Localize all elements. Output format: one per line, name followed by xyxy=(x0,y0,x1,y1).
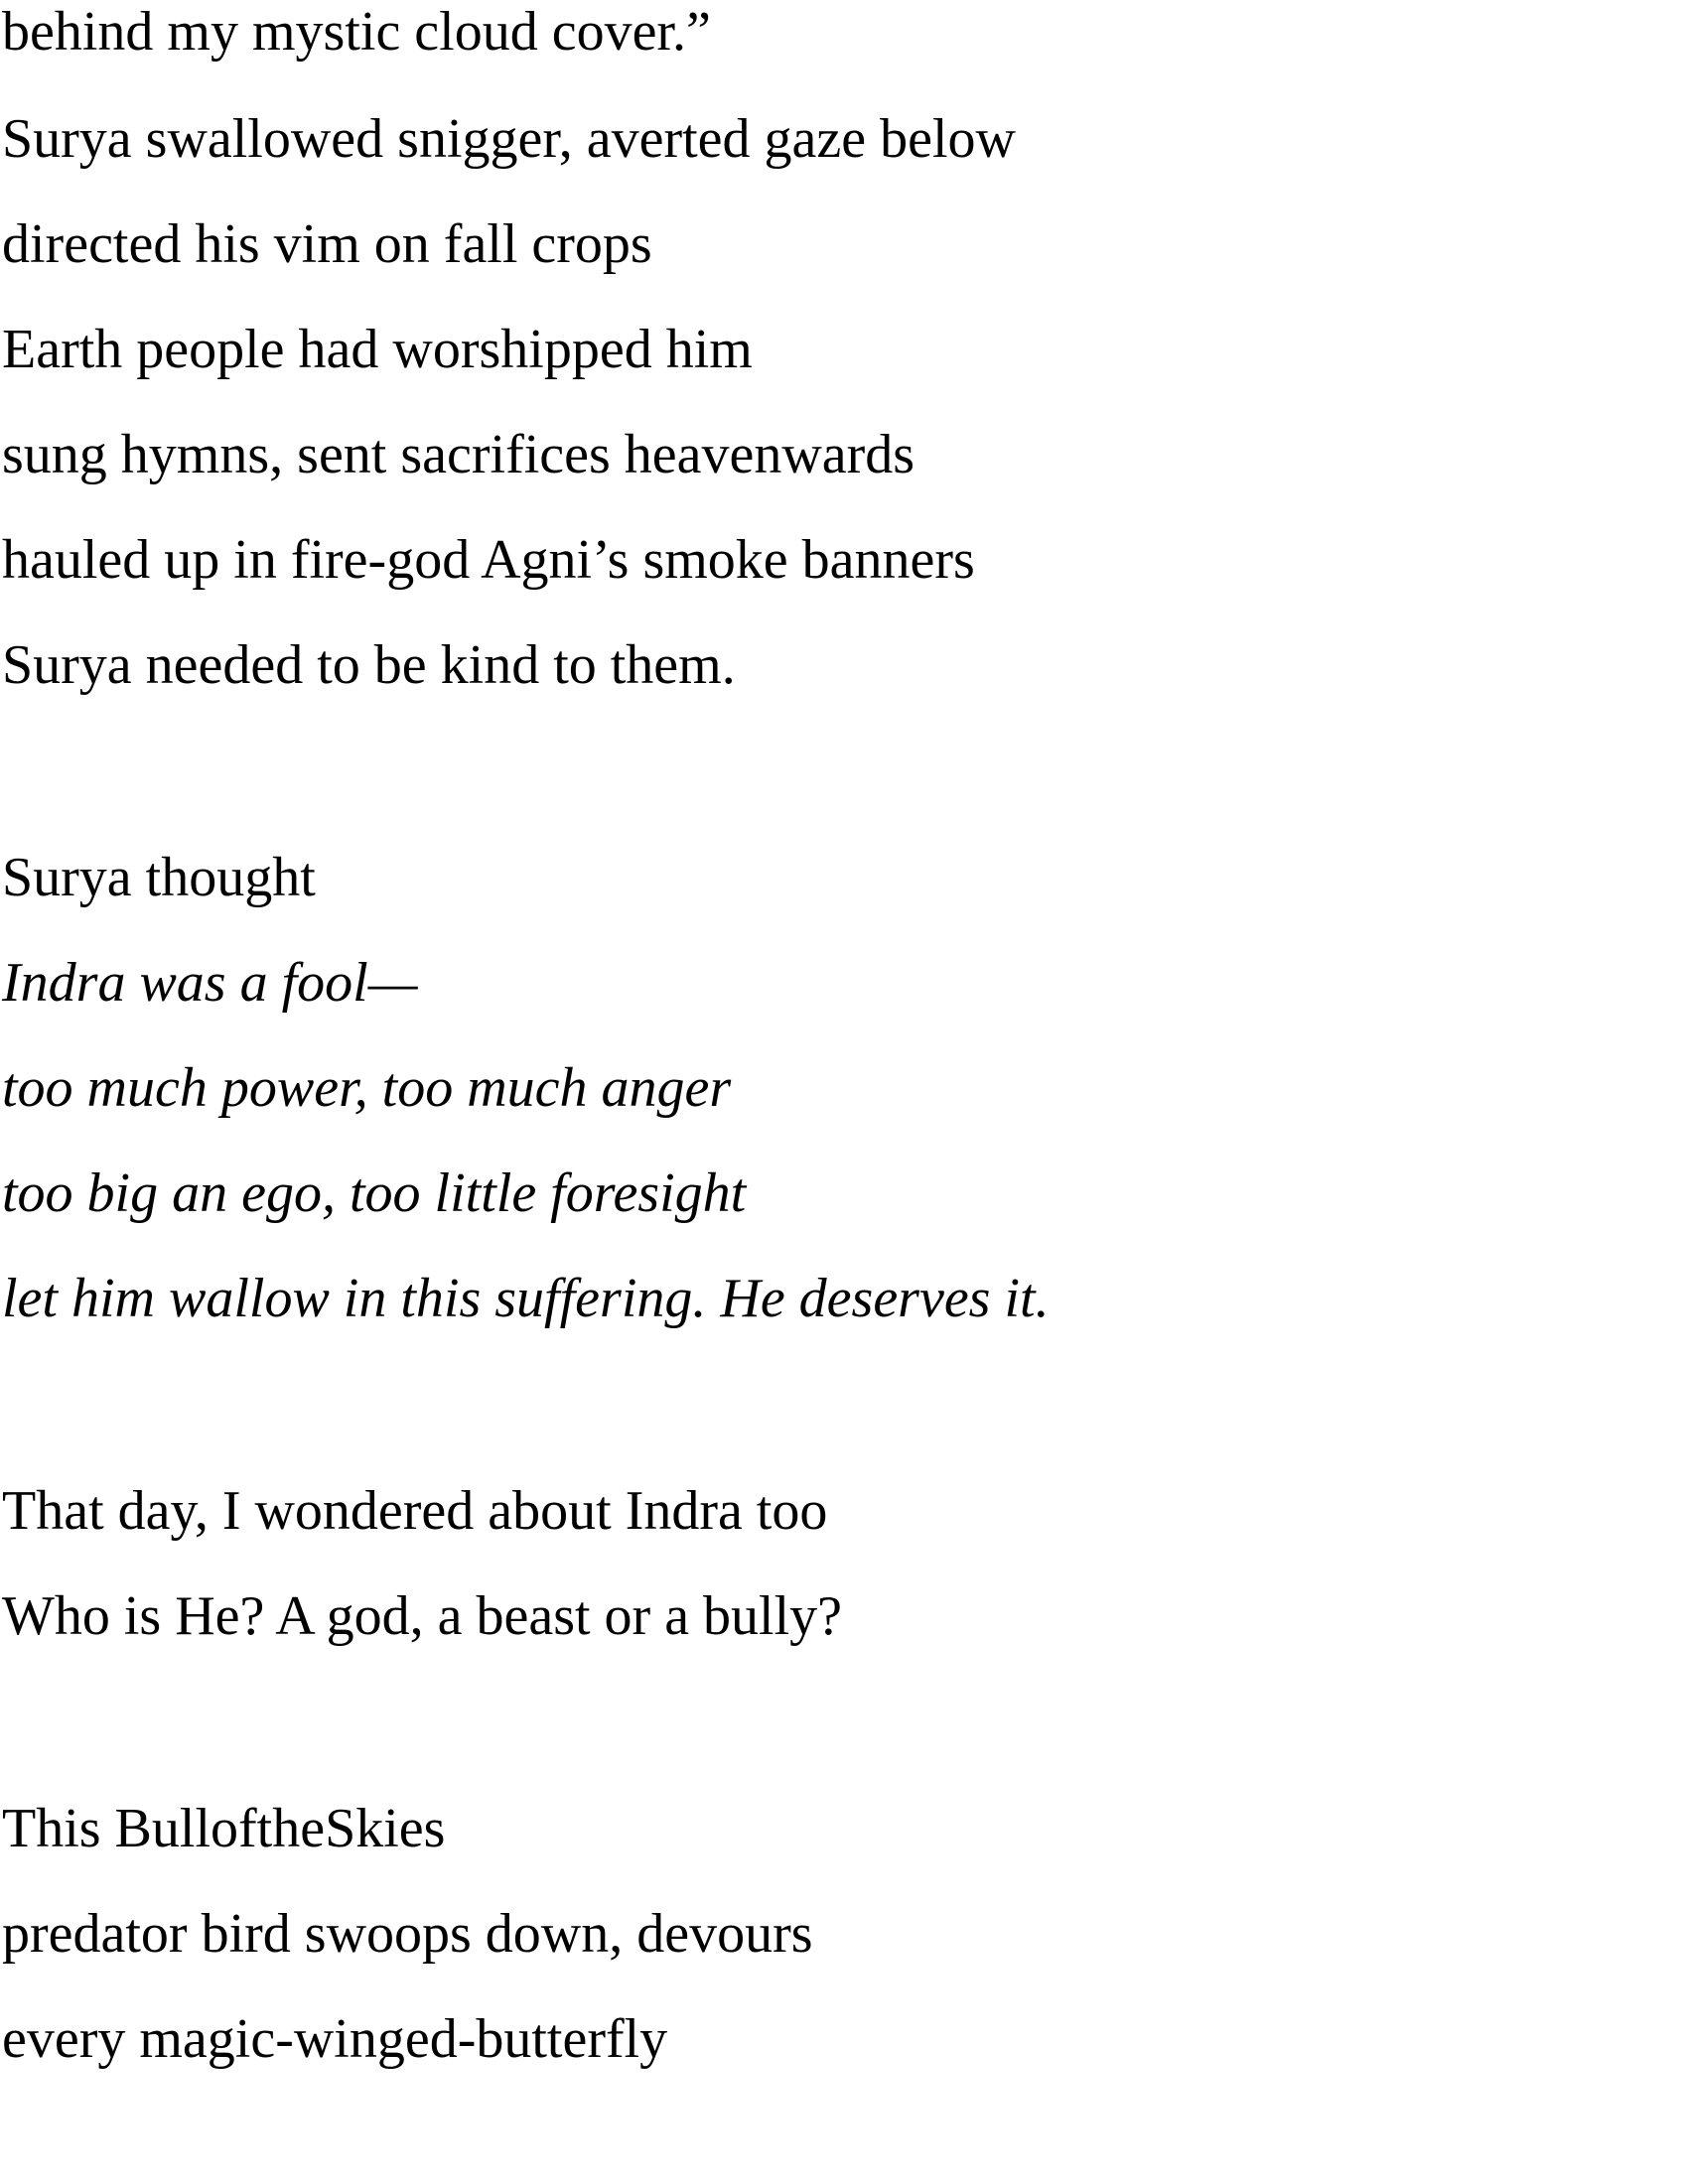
poem-line: behind my mystic cloud cover.” xyxy=(2,1,711,63)
poem-line: every magic-winged-butterfly xyxy=(2,2008,668,2070)
poem-line: This BulloftheSkies xyxy=(2,1798,446,1859)
poem-line-italic: too big an ego, too little foresight xyxy=(2,1162,747,1224)
poem-line: predator bird swoops down, devours xyxy=(2,1903,813,1965)
poem-line: Surya thought xyxy=(2,847,316,908)
poem-line: Earth people had worshipped him xyxy=(2,319,753,380)
poem-line-italic: too much power, too much anger xyxy=(2,1057,732,1119)
poem-line: That day, I wondered about Indra too xyxy=(2,1480,828,1542)
poem-line: Surya needed to be kind to them. xyxy=(2,634,736,696)
poem-line: hauled up in fire-god Agni’s smoke banners xyxy=(2,529,975,591)
poem-line-italic: let him wallow in this suffering. He deserves it. xyxy=(2,1268,1050,1329)
poem-line: Who is He? A god, a beast or a bully? xyxy=(2,1585,843,1647)
poem-line: Surya swallowed snigger, averted gaze below xyxy=(2,108,1016,170)
poem-line-italic: Indra was a fool— xyxy=(2,952,418,1014)
poem-line: sung hymns, sent sacrifices heavenwards xyxy=(2,424,915,485)
poem-line: directed his vim on fall crops xyxy=(2,213,652,275)
